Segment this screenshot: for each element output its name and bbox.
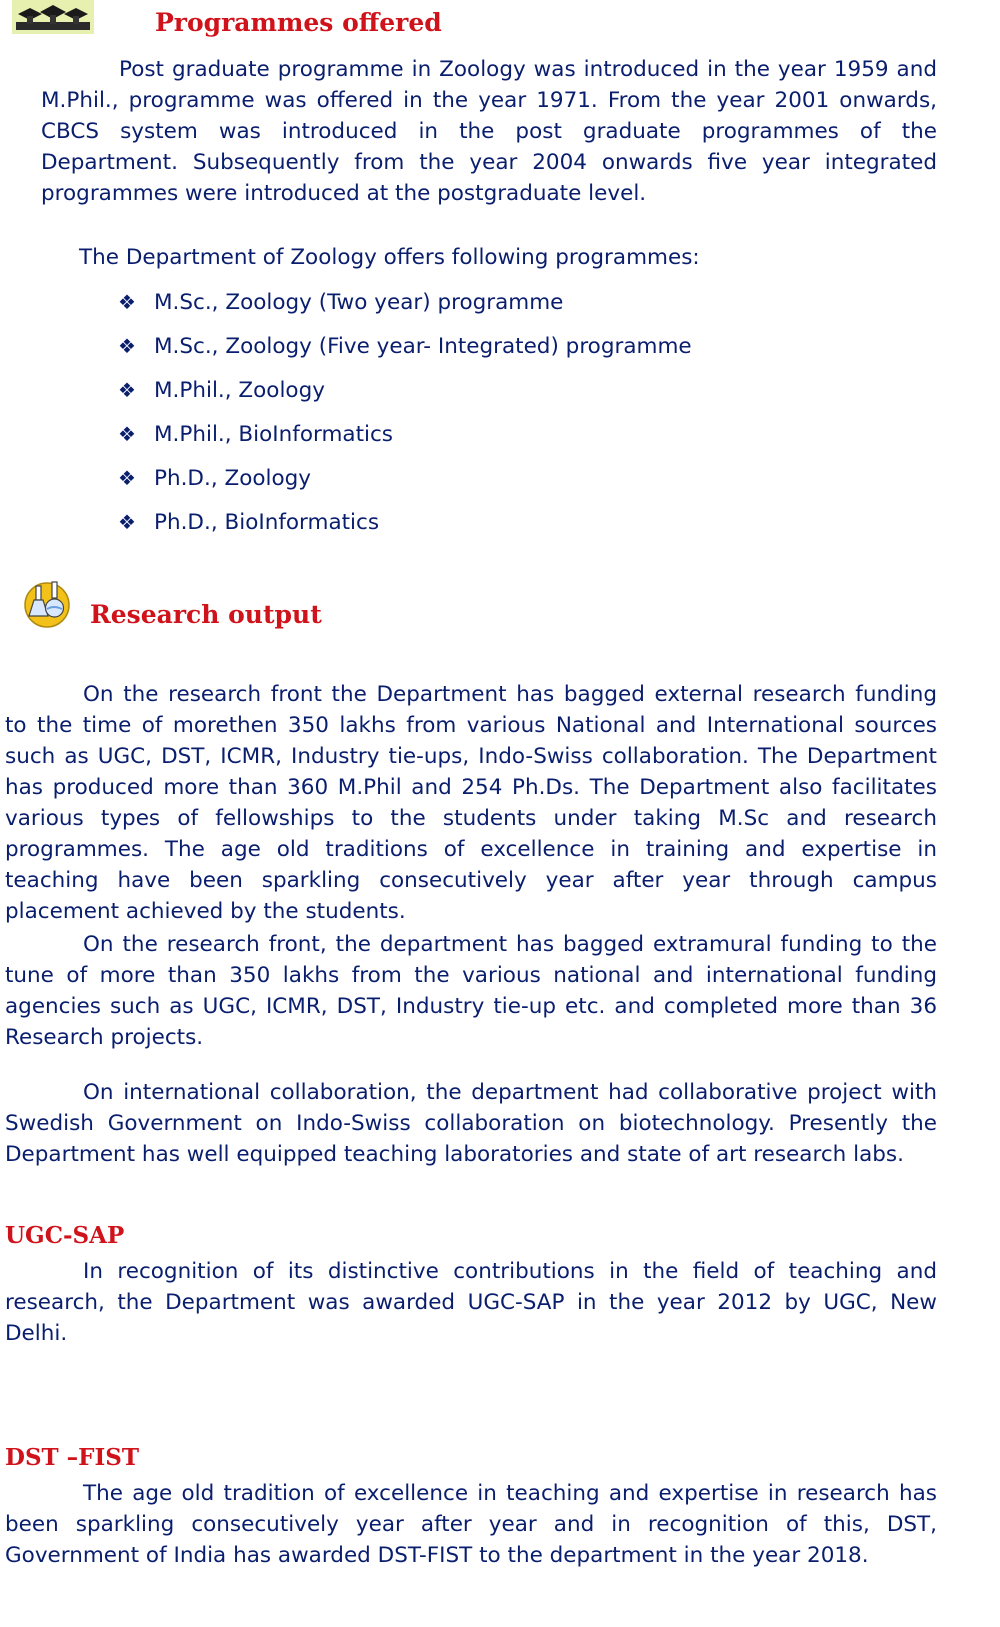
programmes-list-lead: The Department of Zoology offers following programmes: xyxy=(79,245,700,270)
list-item xyxy=(118,368,692,412)
list-item xyxy=(118,456,692,500)
ugc-sap-heading: UGC-SAP xyxy=(5,1222,125,1249)
list-item xyxy=(118,412,692,456)
programme-label: M.Sc., Zoology (Two year) programme xyxy=(154,289,564,315)
programme-label: Ph.D., BioInformatics xyxy=(154,509,380,535)
programme-label: M.Phil., Zoology xyxy=(154,377,325,403)
research-paragraph-3: On international collaboration, the department had collaborative project with Swedish Government on Indo-Swiss collaboration on biotechnology. Presently the Department has well equipped teaching laboratories and state of art research labs. xyxy=(5,1080,937,1167)
dst-fist-heading: DST –FIST xyxy=(5,1444,139,1471)
list-item xyxy=(118,324,692,368)
ugc-sap-text: In recognition of its distinctive contributions in the field of teaching and research, the Department was awarded UGC-SAP in the year 2012 by UGC, New Delhi. xyxy=(5,1259,937,1346)
programmes-intro: Post graduate programme in Zoology was introduced in the year 1959 and M.Phil., programme was offered in the year 1971. From the year 2001 onwards, CBCS system was introduced in the post graduate programmes of the Department. Subsequently from the year 2004 onwards five year integrated programmes were introduced at the postgraduate level. xyxy=(41,57,937,206)
programme-label: M.Phil., BioInformatics xyxy=(154,421,393,447)
lab-flasks-icon xyxy=(22,578,72,628)
research-paragraph-2: On the research front, the department has bagged extramural funding to the tune of more than 350 lakhs from the various national and international funding agencies such as UGC, ICMR, DST, Industry tie-up etc. and completed more than 36 Research projects. xyxy=(5,932,937,1050)
research-heading: Research output xyxy=(90,600,322,629)
diamond-bullet-icon: ❖ xyxy=(118,334,136,358)
dst-fist-text: The age old tradition of excellence in teaching and expertise in research has been sparkling consecutively year after year and in recognition of this, DST, Government of India has awarded DST-FIST to the department in the year 2018. xyxy=(5,1481,937,1568)
diamond-bullet-icon: ❖ xyxy=(118,510,136,534)
research-paragraph-1: On the research front the Department has bagged external research funding to the time of morethen 350 lakhs from various National and International sources such as UGC, DST, ICMR, Industry tie-ups, Indo-Swiss collaboration. The Department has produced more than 360 M.Phil and 254 Ph.Ds. The Department also facilitates various types of fellowships to the students under taking M.Sc and research programmes. The age old traditions of excellence in training and expertise in teaching have been sparkling consecutively year after year through campus placement achieved by the students. xyxy=(5,682,937,924)
diamond-bullet-icon: ❖ xyxy=(118,466,136,490)
graduation-caps-icon xyxy=(12,0,94,34)
programme-label: M.Sc., Zoology (Five year- Integrated) programme xyxy=(154,333,692,359)
diamond-bullet-icon: ❖ xyxy=(118,290,136,314)
list-item xyxy=(118,500,692,544)
programme-label: Ph.D., Zoology xyxy=(154,465,312,491)
programmes-list xyxy=(118,280,692,544)
diamond-bullet-icon: ❖ xyxy=(118,422,136,446)
list-item xyxy=(118,280,692,324)
programmes-heading: Programmes offered xyxy=(155,8,442,37)
diamond-bullet-icon: ❖ xyxy=(118,378,136,402)
